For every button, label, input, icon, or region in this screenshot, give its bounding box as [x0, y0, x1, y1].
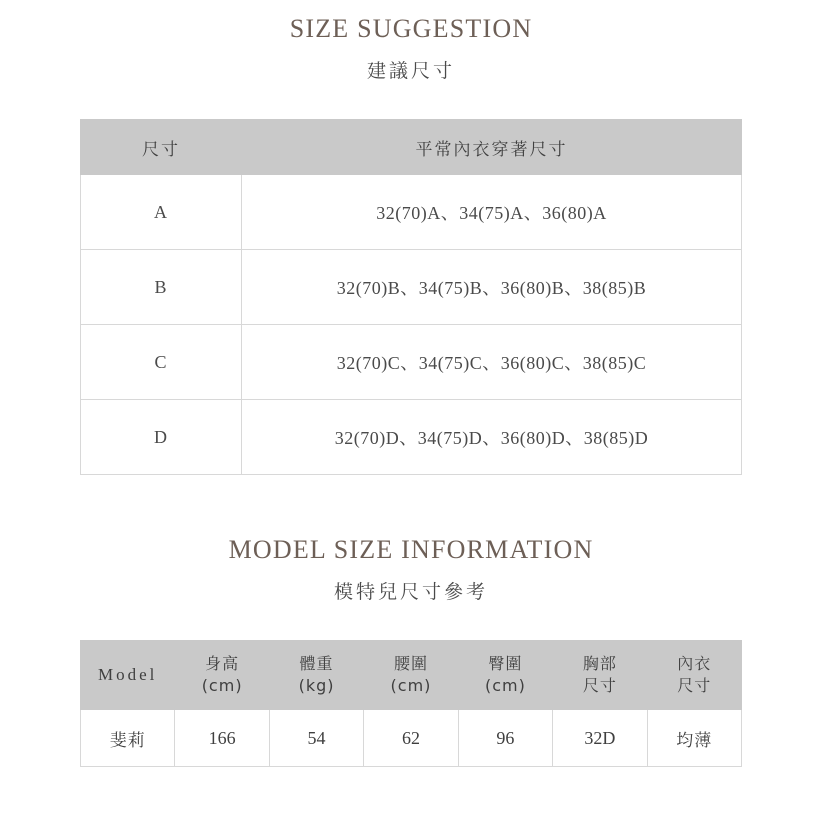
model-row-height: 166 — [175, 710, 269, 767]
table-row — [81, 250, 742, 325]
model-size-section — [0, 535, 822, 767]
table-row — [81, 175, 742, 250]
model-header-weight — [269, 641, 363, 710]
model-header-bra-line2: 尺寸 — [677, 676, 712, 695]
size-row-cup: D — [81, 400, 242, 475]
model-header-model — [81, 641, 175, 710]
model-header-height-line1: 身高 — [205, 654, 240, 674]
model-header-hip-line2: (cm) — [484, 676, 526, 695]
model-header-height-line2: (cm) — [201, 676, 243, 695]
model-header-hip-line1: 臀圍 — [488, 654, 523, 674]
size-row-cup: B — [81, 250, 242, 325]
model-table-wrapper — [80, 640, 742, 767]
model-table-body — [81, 710, 742, 767]
size-suggestion-title-en: SIZE SUGGESTION — [289, 14, 533, 43]
size-table — [80, 119, 742, 475]
model-header-bust-line1: 胸部 — [582, 654, 617, 674]
model-size-title-zh: 模特兒尺寸參考 — [333, 581, 488, 603]
model-header-hip — [458, 641, 552, 710]
size-table-header-size: 尺寸 — [81, 120, 242, 175]
size-table-wrapper — [80, 119, 742, 475]
model-header-waist-line2: (cm) — [390, 676, 432, 695]
size-table-body — [81, 175, 742, 475]
model-row-waist: 62 — [364, 710, 458, 767]
size-row-values: 32(70)D、34(75)D、36(80)D、38(85)D — [242, 400, 742, 475]
model-header-weight-line2: (kg) — [298, 676, 335, 695]
size-table-header-usual: 平常內衣穿著尺寸 — [242, 120, 742, 175]
table-row — [81, 400, 742, 475]
model-header-waist — [364, 641, 458, 710]
model-table-head — [81, 641, 742, 710]
model-row-weight: 54 — [269, 710, 363, 767]
size-row-values: 32(70)B、34(75)B、36(80)B、38(85)B — [242, 250, 742, 325]
model-header-bust-line2: 尺寸 — [582, 676, 617, 695]
table-row — [81, 325, 742, 400]
model-header-bra-line1: 內衣 — [677, 654, 712, 674]
model-table — [80, 640, 742, 767]
model-header-weight-line1: 體重 — [299, 654, 334, 674]
size-row-cup: C — [81, 325, 242, 400]
model-header-model-line1: Model — [98, 664, 158, 684]
model-header-bra — [647, 641, 741, 710]
size-table-head — [81, 120, 742, 175]
size-row-values: 32(70)C、34(75)C、36(80)C、38(85)C — [242, 325, 742, 400]
size-table-header-row — [81, 120, 742, 175]
model-table-header-row — [81, 641, 742, 710]
model-row-name: 斐莉 — [81, 710, 175, 767]
model-size-title-en: MODEL SIZE INFORMATION — [228, 535, 594, 564]
model-row-bust: 32D — [553, 710, 647, 767]
model-header-bust — [553, 641, 647, 710]
model-header-waist-line1: 腰圍 — [393, 654, 428, 674]
model-header-height — [175, 641, 269, 710]
size-row-cup: A — [81, 175, 242, 250]
model-row-hip: 96 — [458, 710, 552, 767]
model-row-bra: 均薄 — [647, 710, 741, 767]
size-suggestion-title-zh: 建議尺寸 — [366, 60, 455, 82]
table-row — [81, 710, 742, 767]
size-row-values: 32(70)A、34(75)A、36(80)A — [242, 175, 742, 250]
